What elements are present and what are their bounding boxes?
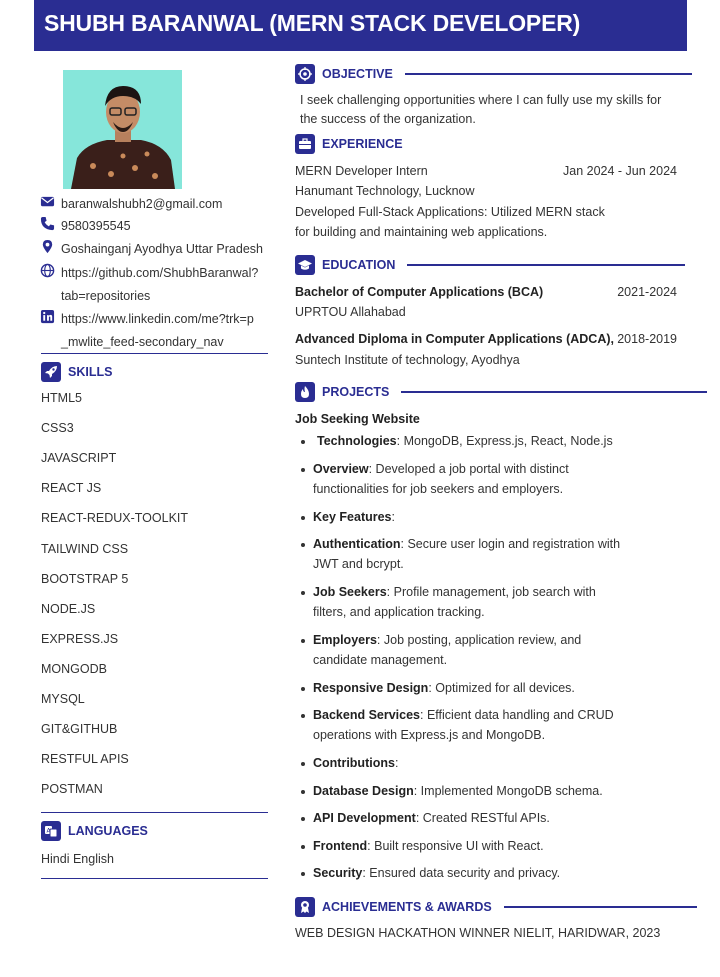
bullet-dot [301,845,305,849]
bullet-key: Frontend [313,839,368,853]
project-bullet [313,706,614,725]
bullet-key: API Development [313,811,416,825]
bullet-key: Employers [313,633,377,647]
project-bullet-continuation: operations with Express.js and MongoDB. [313,728,546,742]
flame-icon [295,382,315,402]
bullet-text: : Built responsive UI with React. [367,839,544,853]
left-divider-3 [41,878,268,879]
project-bullet [313,809,550,828]
bullet-text: : Developed a job portal with distinct [368,462,569,476]
briefcase-icon [295,134,315,154]
bullet-dot [301,543,305,547]
svg-text:A: A [46,827,51,835]
experience-role: MERN Developer Intern [295,164,428,178]
candidate-name: SHUBH BARANWAL (MERN STACK DEVELOPER) [44,10,581,36]
email-text: baranwalshubh2@gmail.com [61,197,223,211]
profile-photo [63,70,182,189]
experience-heading [295,134,415,154]
education-years-2: 2018-2019 [617,332,677,346]
bullet-dot [301,790,305,794]
languages-value: Hindi English [41,852,114,866]
experience-dates: Jan 2024 - Jun 2024 [563,164,677,178]
bullet-dot [301,516,305,520]
bullet-key: Security [313,866,363,880]
github-link-line1[interactable]: https://github.com/ShubhBaranwal? [61,266,259,280]
bullet-text: : MongoDB, Express.js, React, Node.js [396,434,613,448]
bullet-text: : Job posting, application review, and [376,633,582,647]
location-pin-icon [40,239,55,254]
skill-item: MYSQL [41,692,85,706]
bullet-key: Authentication [313,537,401,551]
skill-item: EXPRESS.JS [41,631,119,646]
bullet-text: : Created RESTful APIs. [415,811,550,825]
bullet-text: : Profile management, job search with [386,585,596,599]
education-degree-2: Advanced Diploma in Computer Applications (ADCA), [295,332,615,346]
bullet-key: Key Features [313,510,392,524]
bullet-key: Technologies [317,434,397,448]
phone-icon [40,216,55,231]
achievements-heading [295,897,697,917]
bullet-text: : Secure user login and registration with [400,537,621,551]
linkedin-icon [40,309,55,324]
skill-item: REACT-REDUX-TOOLKIT [41,511,189,526]
project-bullet [313,535,620,554]
bullet-dot [301,687,305,691]
bullet-text: : [394,756,399,770]
experience-company: Hanumant Technology, Lucknow [295,184,475,198]
resume-header [34,0,687,51]
objective-line1: I seek challenging opportunities where I can fully use my skills for [300,93,662,107]
achievements-title: ACHIEVEMENTS & AWARDS [322,900,492,914]
languages-title: LANGUAGES [68,824,148,838]
skills-title: SKILLS [68,365,113,379]
mail-icon [40,194,55,209]
project-name: Job Seeking Website [295,412,420,426]
skill-item: HTML5 [41,391,82,405]
education-title: EDUCATION [322,258,396,272]
projects-title: PROJECTS [322,385,390,399]
project-bullet-continuation: candidate management. [313,653,448,667]
objective-heading [295,64,692,84]
bullet-dot [301,762,305,766]
education-school-2: Suntech Institute of technology, Ayodhya [295,353,520,367]
bullet-key: Contributions [313,756,395,770]
bullet-key: Database Design [313,784,414,798]
project-bullet-continuation: functionalities for job seekers and employers. [313,482,564,496]
bullet-text: : Efficient data handling and CRUD [420,708,614,722]
skill-item: POSTMAN [41,782,103,797]
experience-desc-line1: Developed Full-Stack Applications: Utilized MERN stack [295,205,605,219]
phone-text: 9580395545 [61,219,131,233]
left-divider-1 [41,353,268,354]
project-bullet [313,864,560,883]
project-bullet [313,508,395,527]
target-icon [295,64,315,84]
education-heading [295,255,685,275]
bullet-key: Job Seekers [313,585,387,599]
achievement-item: WEB DESIGN HACKATHON WINNER NIELIT, HARIDWAR, 2023 [295,926,661,940]
bullet-key: Backend Services [313,708,421,722]
projects-rule [401,391,707,393]
project-bullet [313,583,596,602]
award-icon [295,897,315,917]
globe-icon [40,263,55,278]
location-text: Goshainganj Ayodhya Uttar Pradesh [61,242,263,256]
objective-title: OBJECTIVE [322,67,393,81]
bullet-dot [301,468,305,472]
achievements-rule [504,906,697,908]
projects-heading [295,382,707,402]
bullet-text: : Ensured data security and privacy. [362,866,561,880]
education-years-1: 2021-2024 [617,285,677,299]
education-rule [407,264,685,266]
skills-heading [41,362,112,382]
project-bullet [313,837,544,856]
project-bullet [317,432,613,451]
project-bullet [313,679,575,698]
linkedin-link-line2[interactable]: _mwlite_feed-secondary_nav [61,335,224,349]
objective-line2: the success of the organization. [300,112,476,126]
bullet-text: : [391,510,395,524]
skill-item: REACT JS [41,481,102,496]
skill-item: TAILWIND CSS [41,541,129,556]
bullet-dot [301,872,305,876]
github-link-line2[interactable]: tab=repositories [61,289,151,303]
education-school-1: UPRTOU Allahabad [295,305,406,319]
experience-desc-line2: for building and maintaining web applications. [295,225,548,239]
project-bullet [313,631,581,650]
bullet-dot [301,817,305,821]
translate-icon [41,821,61,841]
skill-item: BOOTSTRAP 5 [41,571,129,586]
project-bullet [313,782,603,801]
bullet-dot [301,591,305,595]
bullet-key: Overview [313,462,369,476]
education-degree-1: Bachelor of Computer Applications (BCA) [295,285,544,299]
linkedin-link-line1[interactable]: https://www.linkedin.com/me?trk=p [61,312,254,326]
project-bullet [313,460,569,479]
bullet-text: : Optimized for all devices. [428,681,575,695]
experience-title: EXPERIENCE [322,137,403,151]
bullet-dot [301,714,305,718]
skill-item: GIT&GITHUB [41,722,118,737]
skill-item: CSS3 [41,421,74,436]
skill-item: JAVASCRIPT [41,451,117,466]
bullet-dot [301,440,305,444]
skill-item: NODE.JS [41,601,96,616]
bullet-dot [301,639,305,643]
skill-item: MONGODB [41,661,107,676]
languages-heading [41,821,148,841]
left-divider-2 [41,812,268,813]
bullet-key: Responsive Design [313,681,429,695]
project-bullet-continuation: filters, and application tracking. [313,605,485,619]
rocket-icon [41,362,61,382]
objective-rule [405,73,692,75]
project-bullet-continuation: JWT and bcrypt. [313,557,404,571]
skill-item: RESTFUL APIS [41,752,129,767]
project-bullet [313,754,398,773]
bullet-text: : Implemented MongoDB schema. [413,784,603,798]
graduation-cap-icon [295,255,315,275]
